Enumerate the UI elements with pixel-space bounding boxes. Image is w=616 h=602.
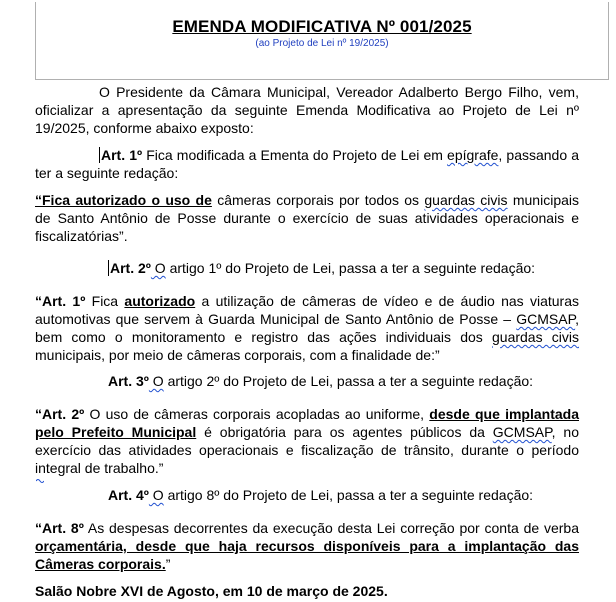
quote3-text-a: O uso de câmeras corporais acopladas ao uniforme, <box>84 406 430 422</box>
quote3-paragraph <box>35 405 579 477</box>
quote3-text-c: , no exercício das atividades operacionais e fiscalização de trânsito, durante o período integral de trabalho.” <box>35 424 579 476</box>
header-box <box>35 2 609 80</box>
quote3-label: “Art. 2º <box>35 406 85 422</box>
art4-modification <box>35 486 579 504</box>
art4-wavy: O <box>148 487 164 503</box>
art2-modification <box>35 259 579 277</box>
art3-wavy: O <box>148 373 164 389</box>
quote2-wavy1: GCMSAP <box>516 311 576 327</box>
art4-text: artigo 8º do Projeto de Lei, passa a ter a seguinte redação: <box>163 487 534 503</box>
art1-modification <box>35 146 579 182</box>
quote4-text-b: ” <box>165 556 171 572</box>
art2-text: artigo 1º do Projeto de Lei, passa a ter a seguinte redação: <box>165 260 536 276</box>
art1-wavy: epígrafe <box>447 147 499 163</box>
art4-label: Art. 4º <box>108 487 149 503</box>
art2-label: Art. 2º <box>110 260 151 276</box>
quote2-bold: autorizado <box>124 293 196 309</box>
art1-label: Art. 1º <box>101 147 143 163</box>
quote1-paragraph <box>35 191 579 245</box>
art1-text-a: Fica modificada a Ementa do Projeto de Lei em <box>142 147 448 163</box>
art3-text: artigo 2º do Projeto de Lei, passa a ter a seguinte redação: <box>163 373 534 389</box>
art2-wavy: O <box>150 260 166 276</box>
quote3-text-b: é obrigatória para os agentes públicos da <box>196 424 493 440</box>
intro-text: O Presidente da Câmara Municipal, Vereador Adalberto Bergo Filho, vem, oficializar a apresentação da seguinte Emenda Modificativa ao Projeto de Lei nº 19/2025, conforme abaixo exposto: <box>35 84 579 136</box>
page-subtitle: (ao Projeto de Lei nº 19/2025) <box>255 38 389 49</box>
intro-paragraph <box>35 83 579 137</box>
quote2-text-b: a utilização de câmeras de vídeo e de áudio nas viaturas automotivas que servem à Guarda Municipal de Santo Antônio de Posse – <box>35 293 580 327</box>
quote2-paragraph <box>35 292 579 364</box>
closing-line: Salão Nobre XVI de Agosto, em 10 de março de 2025. <box>35 583 388 599</box>
quote2-text-d: municipais, por meio de câmeras corporais, com a finalidade de:” <box>35 347 440 363</box>
quote4-text-a: As despesas decorrentes da execução desta Lei correção por conta de verba <box>83 520 579 536</box>
quote2-wavy2: guardas civis <box>492 329 580 345</box>
quote4-bold: orçamentária, desde que haja recursos disponíveis para a implantação das Câmeras corporais. <box>35 538 579 572</box>
art1-text-b: , passando a ter a seguinte redação: <box>35 147 580 181</box>
page-title: EMENDA MODIFICATIVA Nº 001/2025 <box>172 17 472 36</box>
quote1-bold: “Fica autorizado o uso de <box>35 192 212 208</box>
quote4-paragraph <box>35 519 579 573</box>
quote2-text-a: Fica <box>85 293 125 309</box>
quote4-label: “Art. 8º <box>35 520 84 536</box>
art3-label: Art. 3º <box>108 373 149 389</box>
quote1-wavy: guardas civis <box>424 192 508 208</box>
quote2-label: “Art. 1º <box>35 293 86 309</box>
quote1-text-b: municipais de Santo Antônio de Posse durante o exercício de suas atividades operacionais e fiscalizatórias”. <box>35 192 579 244</box>
art3-modification <box>35 372 579 390</box>
quote2-text-c: , bem como o monitoramento e registro das ações individuais dos <box>35 311 579 345</box>
quote1-text-a: câmeras corporais por todos os <box>211 192 425 208</box>
quote3-bold: desde que implantada pelo Prefeito Municipal <box>35 406 579 440</box>
quote3-wavy: GCMSAP <box>492 424 552 440</box>
spelling-squiggle-mark <box>36 478 44 484</box>
